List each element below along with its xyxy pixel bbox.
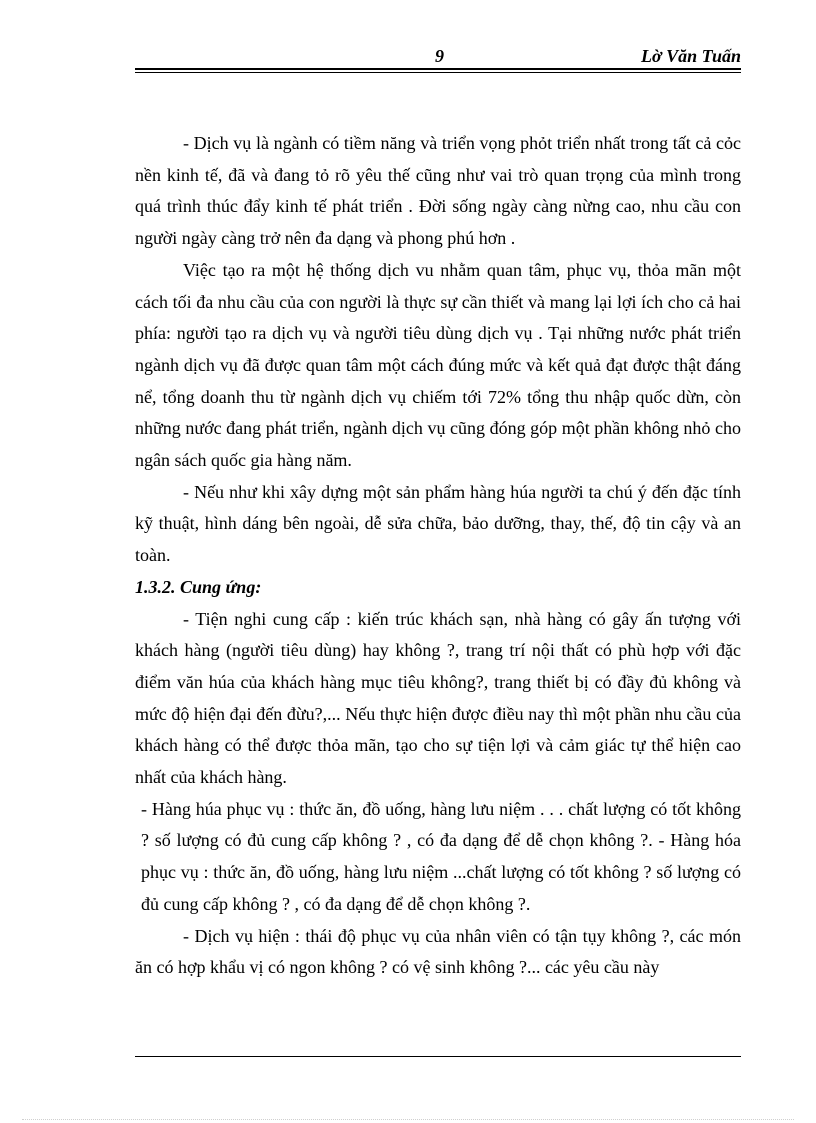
header-rule-thin [135, 72, 741, 73]
page-header [135, 44, 741, 70]
footer-rule [135, 1056, 741, 1057]
page-number: 9 [435, 46, 444, 66]
paragraph-6: - Dịch vụ hiện : thái độ phục vụ của nhân viên có tận tụy không ?, các món ăn có hợp khẩu vị có ngon không ? có vệ sinh không ?... các yêu cầu này [135, 925, 741, 978]
paragraph-4: - Tiện nghi cung cấp : kiến trúc khách sạn, nhà hàng có gây ấn tượng với khách hàng (người tiêu dùng) hay không ?, trang trí nội thất có phù hợp với đặc điểm văn húa của khách hàng mục tiêu không?, trang thiết bị có đầy đủ không và mức độ hiện đại đến đừu?,... Nếu thực hiện được điều nay thì một phần nhu cầu của khách hàng có thể được thỏa mãn, tạo cho sự tiện lợi và cảm giác tự thể hiện cao nhất của khách hàng. [135, 608, 741, 788]
paragraph-1: - Dịch vụ là ngành có tiềm năng và triển vọng phỏt triển nhất trong tất cả cỏc nền kinh tế, đã và đang tỏ rõ yêu thế cũng như vai trò quan trọng của mình trong quá trình thúc đẩy kinh tế phát triển . Đời sống ngày càng nừng cao, nhu cầu con người ngày càng trở nên đa dạng và phong phú hơn . [135, 133, 741, 249]
paragraph-2: Việc tạo ra một hệ thống dịch vu nhằm quan tâm, phục vụ, thỏa mãn một cách tối đa nhu cầu của con người là thực sự cần thiết và mang lại lợi ích cho cả hai phía: người tạo ra dịch vụ và người tiêu dùng dịch vụ . Tại những nước phát triển ngành dịch vụ đã được quan tâm một cách đúng mức và kết quả đạt được thật đáng nể, tổng doanh thu từ ngành dịch vụ chiếm tới 72% tổng thu nhập quốc dừn, còn những nước đang phát triển, ngành dịch vụ cũng đóng góp một phần không nhỏ cho ngân sách quốc gia hàng năm. [135, 259, 741, 471]
header-rule-thick [135, 68, 741, 70]
document-body [135, 128, 741, 984]
author-name: Lờ Văn Tuấn [640, 46, 741, 66]
page-edge-dotted-line [22, 1119, 794, 1120]
paragraph-5: - Hàng húa phục vụ : thức ăn, đồ uống, hàng lưu niệm . . . chất lượng có tốt không ? số lượng có đủ cung cấp không ? , có đa dạng để dễ chọn không ?. - Hàng hóa phục vụ : thức ăn, đồ uống, hàng lưu niệm ...chất lượng có tốt không ? số lượng có đủ cung cấp không ? , có đa dạng để dễ chọn không ?. [141, 798, 741, 914]
paragraph-3: - Nếu như khi xây dựng một sản phẩm hàng húa người ta chú ý đến đặc tính kỹ thuật, hình dáng bên ngoài, dễ sửa chữa, bảo dưỡng, thay, thế, độ tin cậy và an toàn. [135, 481, 741, 566]
section-heading: 1.3.2. Cung ứng: [135, 576, 262, 597]
